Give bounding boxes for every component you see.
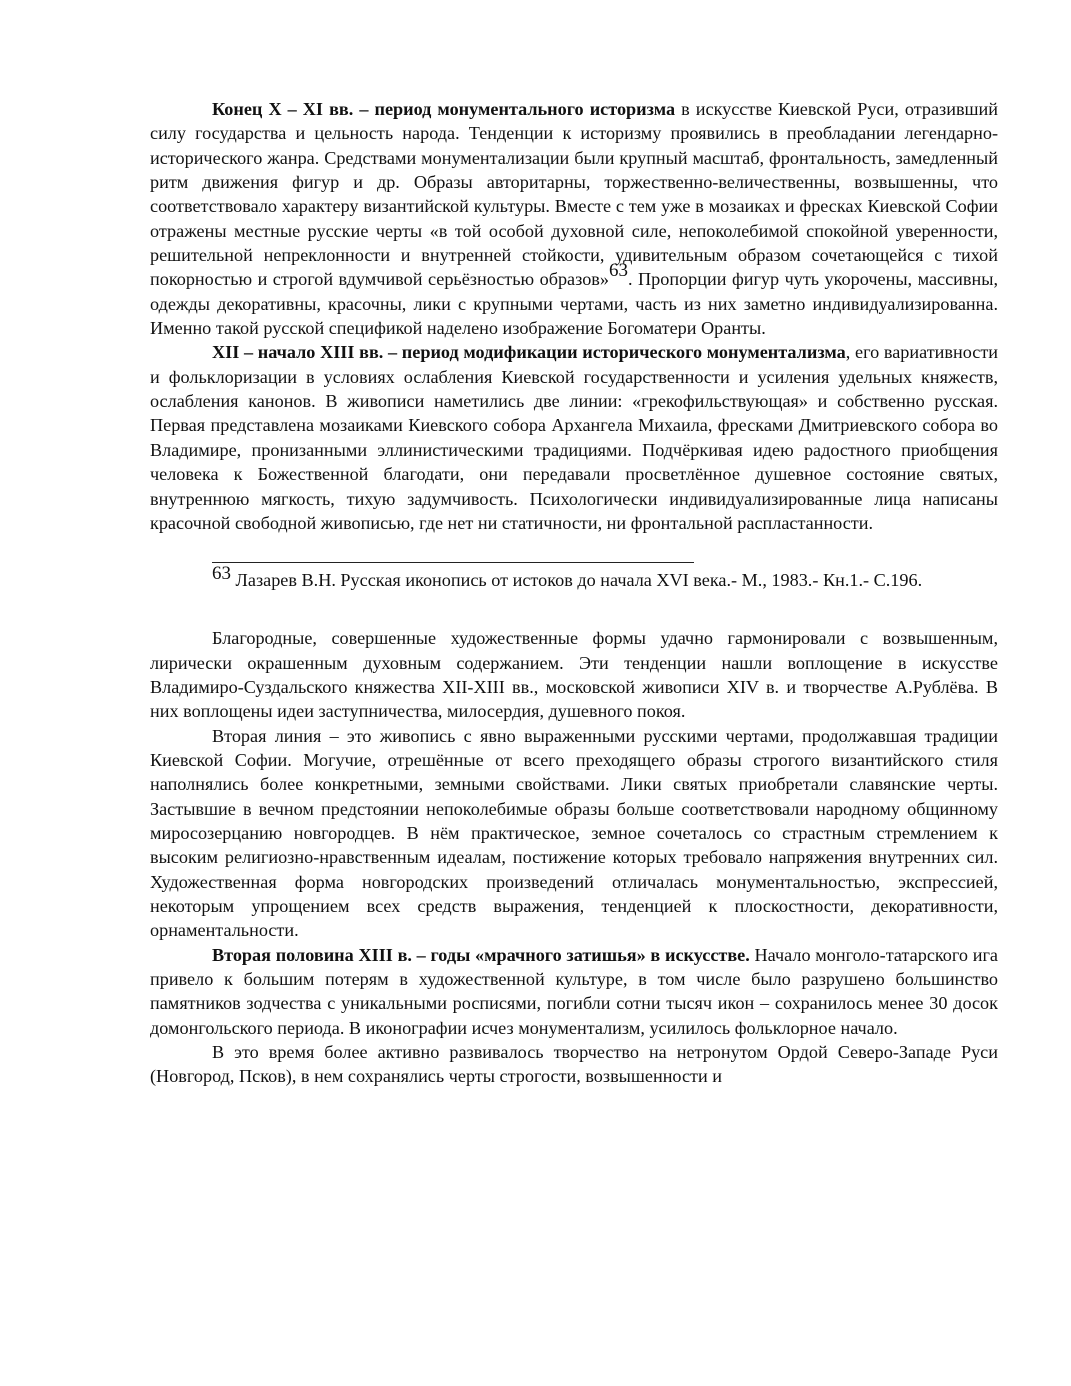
footnote [150, 563, 998, 593]
footnote-text: Лазарев В.Н. Русская иконопись от истоков до начала XVI века.- М., 1983.- Кн.1.- С.196. [231, 570, 923, 591]
paragraph-second-line [150, 724, 998, 943]
paragraph-text: в искусстве Киевской Руси, отразивший силу государства и цельность народа. Тенденции к историзму проявились в преобладании легендарно-исторического жанра. Средствами монументализации были крупный масштаб, фронтальность, замедленный ритм движения фигур и др. Образы авторитарны, торжественно-величественны, возвышенны, что соответствовало характеру византийской культуры. Вместе с тем уже в мозаиках и фресках Киевской Софии отражены местные русские черты «в той особой духовной силе, непоколебимой спокойной уверенности, решительной непреклонности и внутренней стойкости, удивительным образом сочетающейся с тихой покорностью и строгой вдумчивой серьёзностью образов» [150, 99, 999, 290]
paragraph-heading: XII – начало XIII вв. – период модификации исторического монументализма [212, 342, 846, 363]
paragraph-heading: Вторая половина XIII в. – годы «мрачного затишья» в искусстве. [212, 944, 750, 965]
paragraph-north-west-rus [150, 1040, 998, 1089]
paragraph-gloomy-lull [150, 943, 998, 1040]
paragraph-text: Благородные, совершенные художественные формы удачно гармонировали с возвышенным, лирически окрашенным духовным содержанием. Эти тенденции нашли воплощение в искусстве Владимиро-Суздальского княжества XII-XIII вв., московской живописи XIV в. и творчестве А.Рублёва. В них воплощены идеи заступничества, милосердия, душевного покоя. [150, 628, 998, 722]
paragraph-modification-monumentalism [150, 340, 998, 535]
footnote-separator [212, 562, 694, 563]
paragraph-text: , его вариативности и фольклоризации в условиях ослабления Киевской государственности и усиления удельных княжеств, ослабления канонов. В живописи наметились две линии: «грекофильствующая» и собственно русская. Первая представлена мозаиками Киевского собора Архангела Михаила, фресками Дмитриевского собора во Владимире, пронизанными эллинистическими традициями. Подчёркивая идею радостного приобщения человека к Божественной благодати, они передавали просветлённое душевное состояние святых, внутреннюю мягкость, тихую задумчивость. Психологически индивидуализированные лица написаны красочной свободной живописью, где нет ни статичности, ни фронтальной распластанности. [150, 342, 999, 533]
paragraph-heading: Конец X – XI вв. – период монументального историзма [212, 99, 676, 119]
footnote-reference[interactable]: 63 [609, 260, 628, 282]
paragraph-text: Вторая линия – это живопись с явно выраженными русскими чертами, продолжавшая традиции Киевской Софии. Могучие, отрешённые от всего преходящего образы строгого византийского стиля наполнялись более конкретными, земными свойствами. Лики святых приобретали славянские черты. Застывшие в вечном предстоянии непоколебимые образы больше соответствовали народному общинному миросозерцанию новгородцев. В нём практическое, земное сочеталось со страстным стремлением к высоким религиозно-нравственным идеалам, постижение которых требовало напряжения внутренних сил. Художественная форма новгородских произведений отличалась монументальностью, экспрессией, некоторым упрощением всех средств выражения, тенденцией к плоскостности, декоративности, орнаментальности. [150, 725, 998, 941]
paragraph-kiev-rus-historicism [150, 97, 998, 340]
footnote-number: 63 [212, 563, 231, 585]
paragraph-text: В это время более активно развивалось творчество на нетронутом Ордой Северо-Западе Руси (Новгород, Псков), в нем сохранялись черты строгости, возвышенности и [150, 1042, 998, 1087]
paragraph-text: Начало монголо-татарского ига привело к большим потерям в художественной культуре, в том числе было разрушено большинство памятников зодчества с уникальными росписями, погибли сотни тысяч икон – сохранилось менее 30 досок домонгольского периода. В иконографии исчез монументализм, усилилось фольклорное начало. [150, 944, 998, 1038]
paragraph-text-continued: . Пропорции фигур чуть укорочены, массивны, одежды декоративны, красочны, лики с крупными чертами, часть из них заметно индивидуализированна. Именно такой русской спецификой наделено изображение Богоматери Оранты. [150, 269, 998, 339]
document-page [150, 97, 998, 1089]
paragraph-noble-forms [150, 626, 998, 723]
page-break-gap [150, 593, 998, 626]
